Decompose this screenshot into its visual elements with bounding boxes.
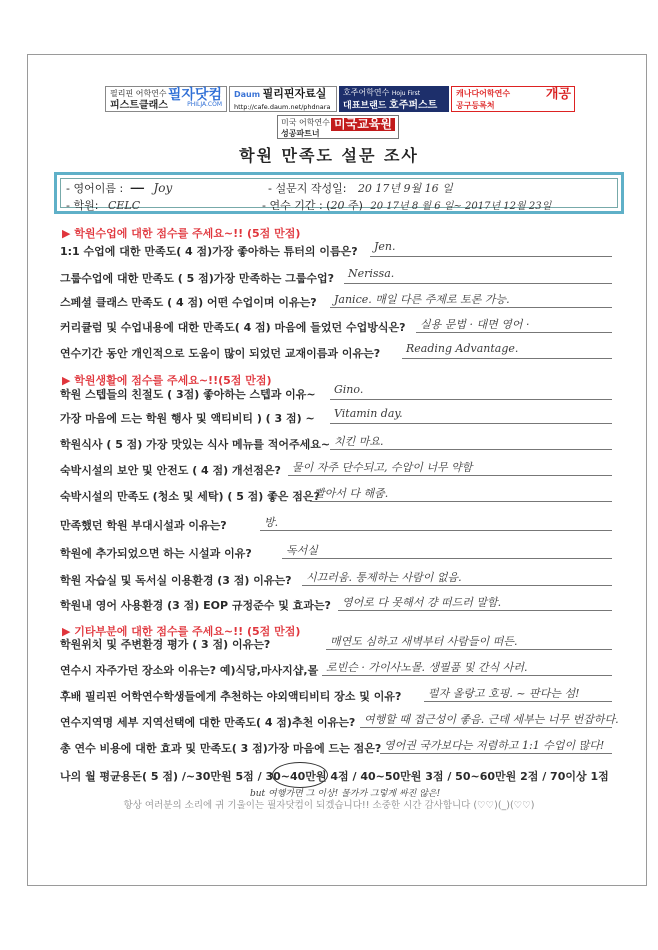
sponsor-logos [105,86,575,112]
logo-text: 공구등록처 [456,101,495,110]
section-other: ▶ 기타부분에 대한 점수를 주세요~!! (5점 만점) [62,625,301,638]
question-text: 가장 마음에 드는 학원 행사 및 액티비티 ) ( 3 점) ~ [60,412,315,425]
handwritten-answer: 펄자 올랑고 호핑. ~ 판다는 섬! [428,687,580,700]
handwritten-answer: 치킨 마요. [334,435,384,448]
handwritten-answer: Nerissa. [348,267,395,280]
canada-logo [451,86,575,112]
logo-brand: 필자닷컴 [167,87,222,103]
question-text: 숙박시설의 보안 및 안전도 ( 4 점) 개선점은? [60,464,281,477]
question-text: 연수지역명 세부 지역선택에 대한 만족도( 4 점)추천 이유는? [60,716,356,729]
handwritten-answer: Reading Advantage. [406,342,519,355]
academy [66,197,140,213]
handwritten-answer: 방. [264,516,279,529]
question-text: 학원내 영어 사용환경 (3 점) EOP 규정준수 및 효과는? [60,599,331,612]
answer-line [322,675,612,676]
logo-url: http://cafe.daum.net/phdnara [234,103,331,111]
answer-line [330,423,612,424]
answer-line [338,610,612,611]
answer-line [330,449,612,450]
question-text: 학원 스텝들의 친절도 ( 3점) 좋아하는 스텝과 이유~ [60,388,316,401]
logo-text: 대표브랜드 [343,101,387,111]
handwritten-answer: 물이 자주 단수되고, 수압이 너무 약함 [292,461,473,474]
question-text: 총 연수 비용에 대한 효과 및 만족도( 3 점)가장 마음에 드는 점은? [60,742,382,755]
question-text: 만족했던 학원 부대시설과 이유는? [60,519,227,532]
question-text: 학원식사 ( 5 점) 가장 맛있는 식사 메뉴를 적어주세요~ [60,438,331,451]
handwritten-answer: 여행할 때 접근성이 좋음. 근데 세부는 너무 번잡하다. [364,713,619,726]
question-text: 연수기간 동안 개인적으로 도움이 많이 되었던 교재이름과 이유는? [60,347,381,360]
answer-line [380,753,612,754]
logo-brand: Daum [234,90,261,99]
study-period [262,197,551,213]
handwritten-answer: 영어권 국가보다는 저렴하고 1:1 수업이 많다! [384,739,605,752]
handwritten-answer: 빨아서 다 해줌. [314,487,389,500]
logo-text: 필리핀 어학연수 [110,89,167,98]
logo-brand: 개공 [545,87,571,102]
period-label: - 연수 기간 : ( [262,199,331,212]
question-text: 숙박시설의 만족도 (청소 및 세탁) ( 5 점) 좋은 점은? [60,490,320,503]
handwritten-answer: 영어로 다 못해서 걍 떠드러 말함. [342,596,502,609]
question-text: 학원에 추가되었으면 하는 시설과 이유? [60,547,252,560]
english-name: - 영어이름 : ── Joy [66,181,173,195]
question-text: 그룹수업에 대한 만족도 ( 5 점)가장 만족하는 그룹수업? [60,272,335,285]
question-text: 1:1 수업에 대한 만족도( 4 점)가장 좋아하는 튜터의 이름은? [60,245,358,258]
answer-line [282,558,612,559]
answer-line [302,585,612,586]
handwritten-answer: Gino. [334,383,364,396]
handwritten-answer: 로빈슨 · 가이사노몰. 생필품 및 간식 사러. [326,661,528,674]
page-title: 학원 만족도 설문 조사 [239,146,419,165]
hoju-first-logo [339,86,449,112]
answer-line [402,358,612,359]
answer-line [330,307,612,308]
logo-text: 필리핀자료실 [262,87,327,100]
name-label: - 영어이름 : [66,182,124,195]
footer-message: 항상 여러분의 소리에 귀 기울이는 필자닷컴이 되겠습니다!! 소중한 시간 감사합니다 (♡♡)(_)(♡♡) [123,800,535,811]
handwritten-answer: Janice. 매일 다른 주제로 토론 가능. [334,293,510,306]
question-text: 학원위치 및 주변환경 평가 ( 3 점) 이유는? [60,638,271,651]
question-text: 학원 자습실 및 독서실 이용환경 (3 점) 이유는? [60,574,292,587]
answer-line [330,399,612,400]
period-label: 주) [347,199,363,212]
logo-text: 호주어학연수 [343,88,390,97]
philja-logo [105,86,227,112]
logo-text: 피스트클래스 [110,100,168,111]
logo-brand: 호주퍼스트 [389,100,438,111]
answer-line [310,501,612,502]
question-text: 스페셜 클래스 만족도 ( 4 점) 어떤 수업이며 이유는? [60,296,317,309]
usa-education-badge [277,115,399,139]
logo-text: Hoju First [391,90,421,97]
logo-brand: 미국교육원 [331,118,395,131]
period-value: 20 17년 8 월 6 일~ 2017년 12월 23일 [370,201,552,212]
logo-text: 성공파트너 [281,129,320,138]
answer-line [370,256,612,257]
logo-text: 캐나다어학연수 [456,89,511,98]
answer-line [260,530,612,531]
answer-line [360,727,612,728]
logo-url: PHILJA.COM [187,101,222,108]
answer-line [416,332,612,333]
answer-line [424,701,612,702]
date-label: - 설문지 작성일: [268,182,347,195]
survey-date [268,180,453,196]
handwritten-answer: Jen. [374,240,396,253]
academy-label: - 학원: [66,199,99,212]
answer-line [288,475,612,476]
handwritten-answer: Vitamin day. [334,407,403,420]
question-text: 후배 필리핀 어학연수학생들에게 추천하는 야외액티비티 장소 및 이유? [60,690,402,703]
logo-text: 미국 어학연수 [281,118,330,127]
question-text: 커리큘럼 및 수업내용에 대한 만족도( 4 점) 마음에 들었던 수업방식은? [60,321,406,334]
question-text: 연수시 자주가던 장소와 이유는? 예)식당,마사지샵,몰 [60,664,319,677]
answer-line [326,649,612,650]
budget-note: but 여행가면 그 이상! 물가가 그렇게 싸진 않은! [250,789,441,799]
weeks-value: 20 [330,199,345,212]
daum-cafe-logo [229,86,337,112]
budget-question: 나의 월 평균용돈( 5 점) /~30만원 5점 / 30~40만원 4점 / 40~50만원 3점 / 50~60만원 2점 / 70이상 1점 [60,770,609,783]
date-value: 20 17년 9월 16 일 [357,182,453,195]
section-life: ▶ 학원생활에 점수를 주세요~!!(5점 만점) [62,374,272,387]
academy-value: CELC [107,199,141,212]
section-classes: ▶ 학원수업에 대한 점수를 주세요~!! (5점 만점) [62,227,301,240]
name-value: Joy [153,181,173,195]
handwritten-answer: 매연도 심하고 새벽부터 사람들이 떠든. [330,635,518,648]
answer-line [344,283,612,284]
handwritten-answer: 실용 문법 · 대면 영어 · [420,318,530,331]
handwritten-answer: 시끄러움. 통제하는 사람이 없음. [306,571,462,584]
handwritten-answer: 독서실 [286,544,318,557]
